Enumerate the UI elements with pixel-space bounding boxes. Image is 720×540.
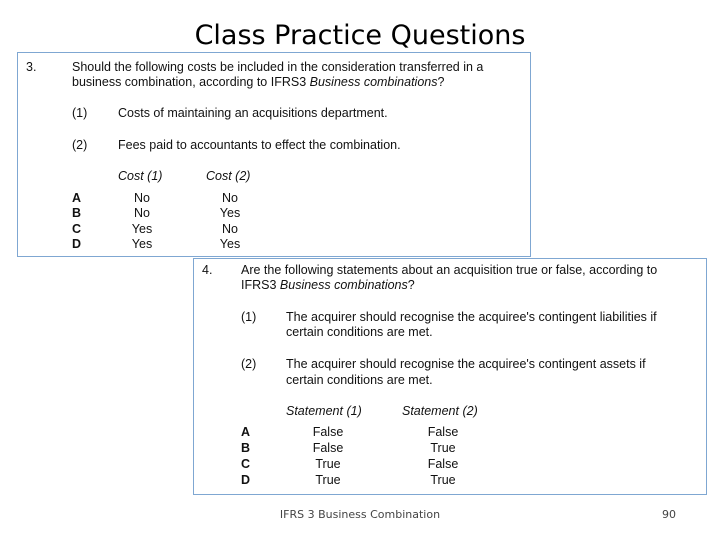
question-4-text-line2: IFRS3 Business combinations? <box>241 278 415 292</box>
option-letter: B <box>241 441 251 455</box>
question-4-item1-number: (1) <box>241 310 257 324</box>
question-4-item2-text-line1: The acquirer should recognise the acquiree's contingent assets if <box>286 357 646 371</box>
option-col2-value: True <box>430 473 456 487</box>
question-4-item1-text-line2: certain conditions are met. <box>286 325 433 339</box>
option-letter: C <box>72 222 82 236</box>
question-3-item2-text: Fees paid to accountants to effect the combination. <box>118 138 401 152</box>
option-col2-value: Yes <box>219 237 241 251</box>
question-4-text-line1: Are the following statements about an acquisition true or false, according to <box>241 263 658 277</box>
question-3-col1-header: Cost (1) <box>118 169 163 183</box>
slide-footer: IFRS 3 Business Combination <box>279 508 441 521</box>
question-3-number: 3. <box>26 60 37 74</box>
option-col2-value: True <box>430 441 456 455</box>
option-col1-value: False <box>312 441 344 455</box>
option-letter: B <box>72 206 82 220</box>
option-col1-value: Yes <box>131 222 153 236</box>
question-4-number: 4. <box>202 263 213 277</box>
page-number: 90 <box>662 508 676 521</box>
question-3-text-line2: business combination, according to IFRS3 Business combinations? <box>72 75 445 89</box>
option-col2-value: No <box>222 222 238 236</box>
option-col1-value: True <box>315 457 341 471</box>
question-3-item1-text: Costs of maintaining an acquisitions department. <box>118 106 388 120</box>
question-4-box <box>193 258 707 495</box>
question-3-box <box>17 52 531 257</box>
option-letter: A <box>241 425 251 439</box>
option-col2-value: Yes <box>219 206 241 220</box>
question-4-col1-header: Statement (1) <box>286 404 362 418</box>
question-3-item1-number: (1) <box>72 106 88 120</box>
option-letter: D <box>72 237 82 251</box>
option-col2-value: False <box>427 457 459 471</box>
option-col2-value: False <box>427 425 459 439</box>
option-letter: A <box>72 191 82 205</box>
option-letter: C <box>241 457 251 471</box>
option-col2-value: No <box>222 191 238 205</box>
question-3-text-line1: Should the following costs be included in the consideration transferred in a <box>72 60 484 74</box>
question-4-item2-text-line2: certain conditions are met. <box>286 373 433 387</box>
question-3-col2-header: Cost (2) <box>206 169 251 183</box>
question-4-col2-header: Statement (2) <box>402 404 478 418</box>
option-col1-value: False <box>312 425 344 439</box>
question-3-item2-number: (2) <box>72 138 88 152</box>
option-col1-value: No <box>134 191 150 205</box>
option-letter: D <box>241 473 251 487</box>
question-4-item1-text-line1: The acquirer should recognise the acquiree's contingent liabilities if <box>286 310 657 324</box>
option-col1-value: No <box>134 206 150 220</box>
option-col1-value: True <box>315 473 341 487</box>
option-col1-value: Yes <box>131 237 153 251</box>
slide-title: Class Practice Questions <box>194 20 526 51</box>
question-4-item2-number: (2) <box>241 357 257 371</box>
